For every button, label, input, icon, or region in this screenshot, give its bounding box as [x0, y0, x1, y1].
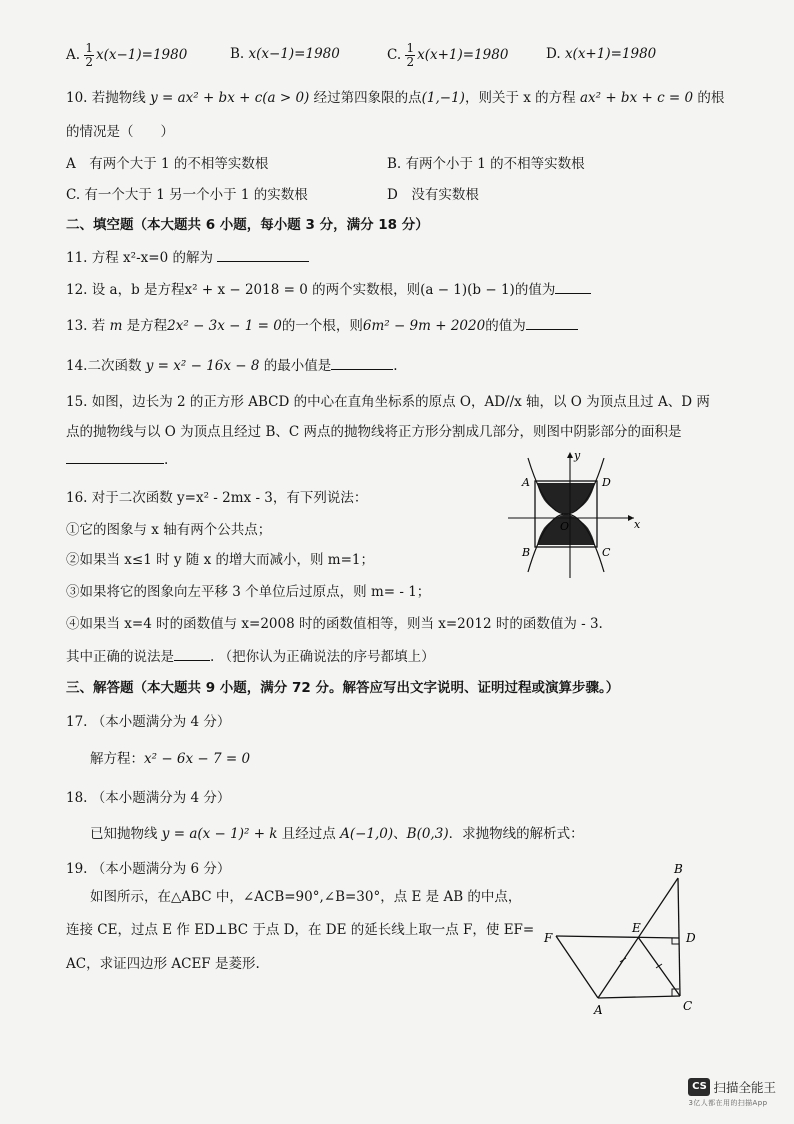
q19-line2: 连接 CE，过点 E 作 ED⊥BC 于点 D，在 DE 的延长线上取一点 F，使 EF=: [66, 922, 535, 938]
q13-answer-blank: [526, 317, 578, 330]
q9-option-d-expr: x(x+1)=1980: [564, 46, 657, 62]
q10-stem-part: 经过第四象限的点: [309, 90, 422, 106]
q14: [66, 354, 398, 374]
fraction-denominator: 2: [85, 55, 93, 69]
q9-option-c-label: C.: [387, 47, 402, 63]
q13-text: 是方程: [122, 318, 168, 334]
q18-head: 18. （本小题满分为 4 分）: [66, 790, 231, 806]
q18-body-text: 且经过点: [277, 826, 341, 842]
label-c: C: [683, 999, 693, 1013]
shaded-region-top-left: [537, 483, 566, 514]
y-axis-arrow: [567, 452, 573, 458]
q15-answer: [66, 451, 168, 468]
q9-option-a-label: A.: [66, 47, 81, 63]
label-d: D: [602, 476, 611, 489]
q10-option-b: B. 有两个小于 1 的不相等实数根: [387, 156, 585, 172]
q18-point-a: A(−1,0): [340, 826, 394, 842]
label-y: y: [574, 449, 581, 462]
q9-option-b-expr: x(x−1)=1980: [248, 46, 340, 62]
q17-equation: x² − 6x − 7 = 0: [144, 751, 251, 767]
q15-line1: 15. 如图，边长为 2 的正方形 ABCD 的中心在直角坐标系的原点 O，AD//x 轴，以 O 为顶点且过 A、D 两: [66, 394, 710, 410]
q10-stem-part: 的根: [693, 90, 725, 106]
fraction-numerator: 1: [85, 41, 93, 55]
q19-line3: AC，求证四边形 ACEF 是菱形.: [66, 956, 260, 972]
segment-fd: [556, 936, 679, 938]
q18-point-b: B(0,3): [406, 826, 449, 842]
q16-item-3: ③如果将它的图象向左平移 3 个单位后过原点，则 m= - 1；: [66, 584, 431, 600]
q16-answer-text: 其中正确的说法是: [66, 649, 174, 665]
fraction-half: [405, 42, 415, 69]
q19-line1: 如图所示，在△ABC 中，∠ACB=90°,∠B=30°，点 E 是 AB 的中点，: [90, 889, 522, 905]
q10-stem-line2: 的情况是（ ）: [66, 124, 174, 140]
label-c: C: [602, 546, 611, 559]
q10-option-a: A 有两个大于 1 的不相等实数根: [66, 156, 269, 172]
q17-head: 17. （本小题满分为 4 分）: [66, 714, 231, 730]
q14-function: y = x² − 16x − 8: [145, 358, 260, 374]
q11: [66, 246, 309, 266]
q16-item-2: ②如果当 x≤1 时 y 随 x 的增大而减小，则 m=1；: [66, 552, 374, 568]
segment-ac: [598, 996, 680, 998]
q10-point: (1,−1): [421, 90, 465, 106]
q11-text: 11. 方程 x²-x=0 的解为: [66, 250, 213, 266]
q17-body-text: 解方程：: [90, 751, 144, 767]
q15-line2: 点的抛物线与以 O 为顶点且经过 B、C 两点的抛物线将正方形分割成几部分，则图中阴影部分的面积是: [66, 424, 682, 440]
label-b: B: [674, 862, 683, 876]
q12-text: 12. 设 a，b 是方程x² + x − 2018 = 0 的两个实数根，则(a − 1)(b − 1)的值为: [66, 282, 556, 298]
label-b: B: [522, 546, 531, 559]
q10-equation: ax² + bx + c = 0: [579, 90, 694, 106]
scanner-brand: 扫描全能王: [713, 1080, 776, 1095]
fraction-denominator: 2: [406, 55, 415, 69]
q16-answer-text: . （把你认为正确说法的序号都填上）: [210, 649, 435, 665]
q14-end: .: [393, 358, 398, 374]
q18-separator: 、: [393, 826, 407, 842]
fraction-half: [84, 42, 94, 69]
q18-body-text: ．求抛物线的解析式：: [448, 826, 584, 842]
q13-variable-m: m: [109, 318, 123, 334]
q16-answer: [66, 645, 435, 665]
q19-figure: [540, 858, 700, 1018]
q14-answer-blank: [331, 357, 393, 370]
q9-option-c-expr: x(x+1)=1980: [417, 47, 509, 63]
q16-item-1: ①它的图象与 x 轴有两个公共点；: [66, 522, 272, 538]
q18-body: [90, 822, 584, 842]
right-angle-mark-d: [672, 938, 679, 944]
q16-answer-blank: [174, 648, 210, 661]
label-o: O: [560, 520, 570, 533]
q9-option-a-expr: x(x−1)=1980: [95, 47, 188, 63]
fraction-numerator: 1: [406, 41, 415, 55]
label-x: x: [634, 518, 641, 531]
q16-item-4: ④如果当 x=4 时的函数值与 x=2008 时的函数值相等，则当 x=2012 时的函数值为 - 3.: [66, 616, 603, 632]
q18-parabola: y = a(x − 1)² + k: [161, 826, 278, 842]
q9-option-c: [387, 42, 508, 69]
q13-text: 的值为: [485, 318, 526, 334]
scanner-logo-icon: CS: [688, 1078, 710, 1096]
label-a: A: [522, 476, 530, 489]
q10-stem-part: 10. 若抛物线: [66, 90, 151, 106]
q14-text: 14.二次函数: [66, 358, 146, 374]
q15-answer-blank: [66, 451, 164, 464]
q9-option-d: [546, 46, 656, 62]
label-f: F: [544, 931, 553, 945]
q10-stem: [66, 86, 724, 106]
q17-body: [90, 747, 250, 767]
label-a: A: [594, 1003, 603, 1017]
q9-option-b-label: B.: [230, 46, 245, 62]
q13-equation: 2x² − 3x − 1 = 0: [167, 318, 282, 334]
q13-text: 的一个根，则: [281, 318, 363, 334]
q13: [66, 314, 578, 334]
q12: [66, 278, 591, 298]
q14-text: 的最小值是: [259, 358, 332, 374]
scanner-watermark: [688, 1077, 776, 1109]
q9-option-a: [66, 42, 187, 69]
q9-option-d-label: D.: [546, 46, 561, 62]
label-e: E: [632, 921, 641, 935]
scanner-tagline: 3亿人都在用的扫描App: [688, 1099, 768, 1107]
segment-bc: [678, 878, 680, 996]
section-3-title: 三、解答题（本大题共 9 小题，满分 72 分。解答应写出文字说明、证明过程或演算步骤。）: [66, 680, 620, 696]
q13-text: 13. 若: [66, 318, 110, 334]
q12-answer-blank: [555, 281, 591, 294]
section-2-title: 二、填空题（本大题共 6 小题，每小题 3 分，满分 18 分）: [66, 217, 429, 233]
q19-head: 19. （本小题满分为 6 分）: [66, 861, 231, 877]
q10-stem-part: ，则关于 x 的方程: [464, 90, 580, 106]
q16-stem: 16. 对于二次函数 y=x² - 2mx - 3，有下列说法：: [66, 490, 368, 506]
q10-parabola: y = ax² + bx + c(a > 0): [150, 90, 310, 106]
q18-body-text: 已知抛物线: [90, 826, 162, 842]
q11-answer-blank: [217, 249, 309, 262]
q15-figure: [500, 448, 648, 584]
q10-option-d: D 没有实数根: [387, 187, 479, 203]
label-d: D: [686, 931, 696, 945]
q13-expression: 6m² − 9m + 2020: [362, 318, 486, 334]
q15-end: .: [164, 452, 169, 468]
q9-option-b: [230, 46, 340, 62]
segment-fa: [556, 936, 598, 998]
q10-option-c: C. 有一个大于 1 另一个小于 1 的实数根: [66, 187, 308, 203]
